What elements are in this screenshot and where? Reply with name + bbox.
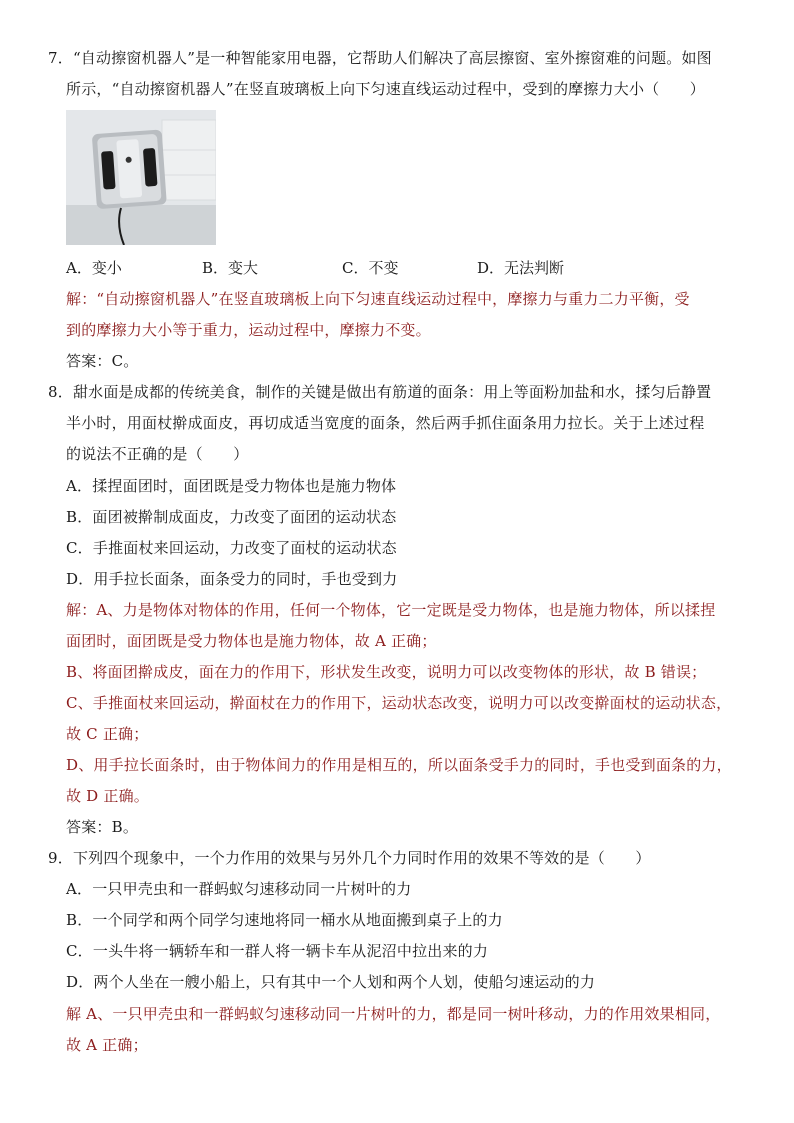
- q8-solution-line-4: C、手推面杖来回运动，擀面杖在力的作用下，运动状态改变，说明力可以改变擀面杖的运动状态，: [66, 694, 732, 712]
- q7-answer: 答案：C。: [66, 352, 139, 370]
- q8-solution-line-7: 故 D 正确。: [66, 787, 149, 805]
- q8-solution-line-6: D、用手拉长面条时，由于物体间力的作用是相互的，所以面条受手力的同时，手也受到面条的力，: [66, 756, 732, 774]
- q8-solution-line-2: 面团时，面团既是受力物体也是施力物体，故 A 正确；: [66, 632, 437, 650]
- q8-option-c: C．手推面杖来回运动，力改变了面杖的运动状态: [66, 539, 397, 557]
- q7-stem-line-1: 7．“自动擦窗机器人”是一种智能家用电器，它帮助人们解决了高层擦窗、室外擦窗难的问题。如图: [48, 49, 712, 67]
- q7-option-a: A．变小: [66, 259, 122, 277]
- q8-solution-line-3: B、将面团擀成皮，面在力的作用下，形状发生改变，说明力可以改变物体的形状，故 B 错误；: [66, 663, 707, 681]
- q9-stem-line-1: 9．下列四个现象中，一个力作用的效果与另外几个力同时作用的效果不等效的是（ ）: [48, 849, 651, 867]
- q9-option-b: B．一个同学和两个同学匀速地将同一桶水从地面搬到桌子上的力: [66, 911, 503, 929]
- q9-option-d: D．两个人坐在一艘小船上，只有其中一个人划和两个人划，使船匀速运动的力: [66, 973, 596, 991]
- q9-solution-line-1: 解 A、一只甲壳虫和一群蚂蚁匀速移动同一片树叶的力，都是同一树叶移动，力的作用效果相同，: [66, 1005, 721, 1023]
- q8-option-b: B．面团被擀制成面皮，力改变了面团的运动状态: [66, 508, 397, 526]
- q9-option-a: A．一只甲壳虫和一群蚂蚁匀速移动同一片树叶的力: [66, 880, 412, 898]
- q8-answer: 答案：B。: [66, 818, 139, 836]
- q7-solution-line-1: 解：“自动擦窗机器人”在竖直玻璃板上向下匀速直线运动过程中，摩擦力与重力二力平衡，受: [66, 290, 690, 308]
- q9-solution-line-2: 故 A 正确；: [66, 1036, 148, 1054]
- q7-option-d: D．无法判断: [477, 259, 565, 277]
- q7-solution-line-2: 到的摩擦力大小等于重力，运动过程中，摩擦力不变。: [66, 321, 431, 339]
- q8-stem-line-1: 8．甜水面是成都的传统美食，制作的关键是做出有筋道的面条：用上等面粉加盐和水，揉匀后静置: [48, 383, 712, 401]
- q7-stem-line-2: 所示，“自动擦窗机器人”在竖直玻璃板上向下匀速直线运动过程中，受到的摩擦力大小（ ）: [66, 80, 705, 98]
- q8-solution-line-5: 故 C 正确；: [66, 725, 149, 743]
- q8-option-a: A．揉捏面团时，面团既是受力物体也是施力物体: [66, 477, 397, 495]
- q8-stem-line-2: 半小时，用面杖擀成面皮，再切成适当宽度的面条，然后两手抓住面条用力拉长。关于上述过程: [66, 414, 705, 432]
- q8-stem-line-3: 的说法不正确的是（ ）: [66, 445, 249, 463]
- q9-option-c: C．一头牛将一辆轿车和一群人将一辆卡车从泥沼中拉出来的力: [66, 942, 489, 960]
- q8-option-d: D．用手拉长面条，面条受力的同时，手也受到力: [66, 570, 398, 588]
- window-robot-photo: [66, 110, 216, 245]
- q7-option-c: C．不变: [342, 259, 399, 277]
- q8-solution-line-1: 解：A、力是物体对物体的作用，任何一个物体，它一定既是受力物体，也是施力物体，所以揉捏: [66, 601, 716, 619]
- q7-option-b: B．变大: [202, 259, 259, 277]
